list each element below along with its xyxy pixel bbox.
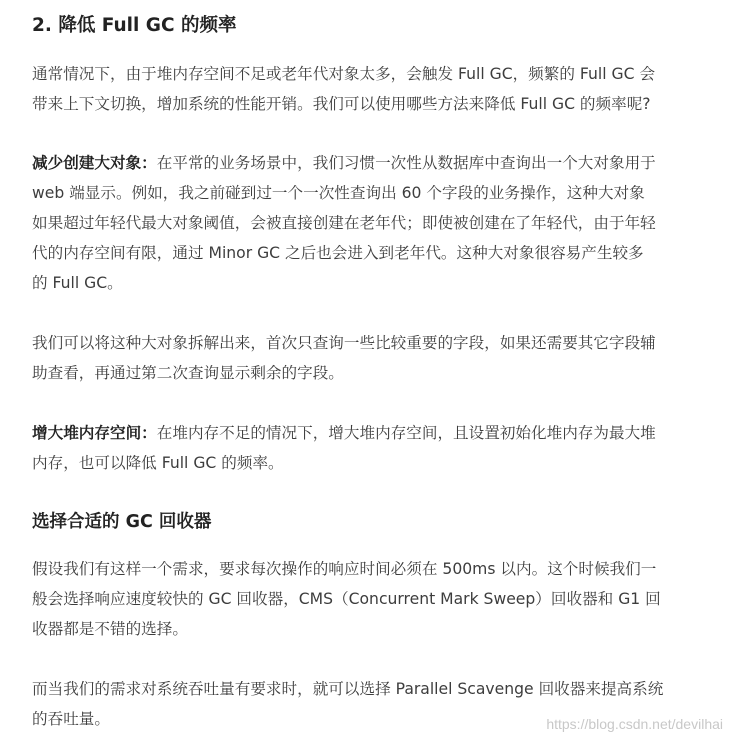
text-line: 通常情况下，由于堆内存空间不足或老年代对象太多，会触发 Full GC，频繁的 Full GC 会 (32, 65, 656, 83)
text-run: 在堆内存不足的情况下，增大堆内存空间，且设置初始化堆内存为最大堆 (156, 424, 656, 442)
text-line: 而当我们的需求对系统吞吐量有要求时，就可以选择 Parallel Scavenge 回收器来提高系统 (32, 680, 664, 698)
subsection-heading: 选择合适的 GC 回收器 (32, 512, 212, 532)
text-line: 的吞吐量。 (32, 710, 110, 728)
text-line: 内存，也可以降低 Full GC 的频率。 (32, 454, 284, 472)
paragraph-increase-heap (32, 418, 722, 478)
text-line: web 端显示。例如，我之前碰到过一个一次性查询出 60 个字段的业务操作，这种大对象 (32, 184, 645, 202)
bold-lead: 减少创建大对象： (32, 154, 157, 172)
text-line: 代的内存空间有限，通过 Minor GC 之后也会进入到老年代。这种大对象很容易产生较多 (32, 244, 644, 262)
text-run: 在平常的业务场景中，我们习惯一次性从数据库中查询出一个大对象用于 (156, 154, 656, 172)
text-line: 带来上下文切换，增加系统的性能开销。我们可以使用哪些方法来降低 Full GC 的频率呢? (32, 95, 651, 113)
paragraph-reduce-large-objects (32, 148, 722, 298)
bold-lead: 增大堆内存空间： (32, 424, 157, 442)
text-line (32, 148, 722, 178)
paragraph-gc-choice (32, 554, 722, 644)
watermark: https://blog.csdn.net/devilhai (546, 716, 723, 732)
paragraph-intro (32, 59, 722, 119)
section-heading: 2. 降低 Full GC 的频率 (32, 15, 237, 36)
text-line: 助查看，再通过第二次查询显示剩余的字段。 (32, 364, 344, 382)
text-line: 的 Full GC。 (32, 274, 123, 292)
text-line: 假设我们有这样一个需求，要求每次操作的响应时间必须在 500ms 以内。这个时候我们一 (32, 560, 657, 578)
text-line: 如果超过年轻代最大对象阈值，会被直接创建在老年代；即使被创建在了年轻代，由于年轻 (32, 214, 656, 232)
paragraph-split-objects (32, 328, 722, 388)
text-line: 我们可以将这种大对象拆解出来，首次只查询一些比较重要的字段，如果还需要其它字段辅 (32, 334, 656, 352)
text-line: 收器都是不错的选择。 (32, 620, 188, 638)
text-line: 般会选择响应速度较快的 GC 回收器，CMS（Concurrent Mark Sweep）回收器和 G1 回 (32, 590, 661, 608)
text-line (32, 418, 722, 448)
